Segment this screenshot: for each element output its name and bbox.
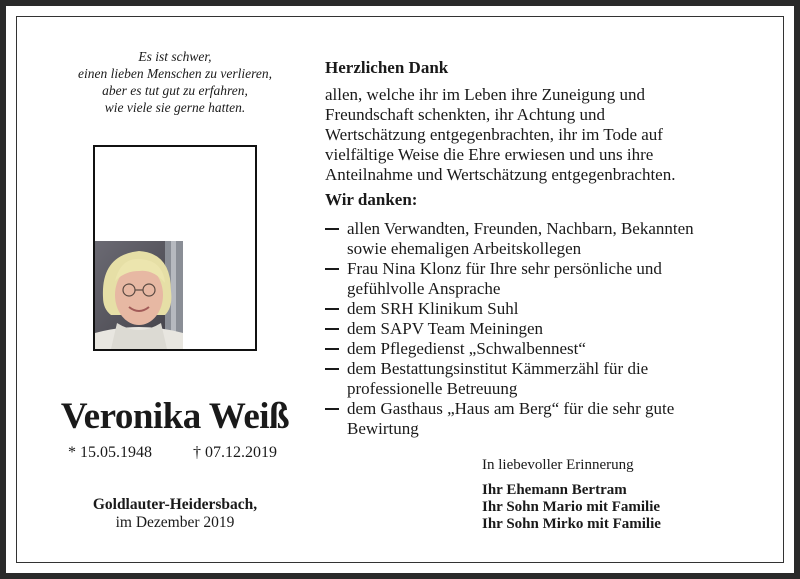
signoff (482, 456, 762, 533)
list-item-line: allen Verwandten, Freunden, Nachbarn, Bekannten (347, 219, 694, 238)
we-thank-heading: Wir danken: (325, 190, 418, 209)
dash-bullet (325, 228, 339, 230)
quote-line: einen lieben Menschen zu verlieren, (77, 66, 273, 81)
quote-line: aber es tut gut zu erfahren, (102, 83, 248, 98)
list-item (325, 339, 765, 359)
list-item-line: dem SAPV Team Meiningen (347, 319, 544, 338)
portrait-photo (95, 241, 183, 349)
list-item-line: dem Bestattungsinstitut Kämmerzähl für die (347, 359, 649, 378)
mourner-name: Ihr Sohn Mario mit Familie (482, 499, 661, 515)
list-item-line: gefühlvolle Ansprache (347, 279, 501, 298)
memorial-quote (40, 48, 310, 116)
dash-bullet (325, 308, 339, 310)
thanks-list (325, 219, 765, 439)
thanks-paragraph (325, 85, 765, 185)
list-item (325, 399, 765, 439)
list-item-line: professionelle Betreuung (347, 379, 518, 398)
dash-bullet (325, 328, 339, 330)
dash-bullet (325, 348, 339, 350)
list-item-line: dem Gasthaus „Haus am Berg“ für die sehr gute (347, 399, 675, 418)
paragraph-line: vielfältige Weise die Ehre erwiesen und uns ihre (325, 145, 654, 164)
list-item (325, 219, 765, 259)
dash-bullet (325, 268, 339, 270)
month-year: im Dezember 2019 (115, 514, 235, 531)
quote-line: Es ist schwer, (138, 49, 212, 64)
paragraph-line: Wertschätzung entgegenbrachten, ihr im Tode auf (325, 125, 663, 144)
life-dates (68, 444, 298, 462)
place-name: Goldlauter-Heidersbach, (92, 496, 258, 513)
dash-bullet (325, 408, 339, 410)
list-item (325, 319, 765, 339)
dash-bullet (325, 368, 339, 370)
mourners-list (482, 482, 762, 533)
deceased-name: Veronika Weiß (60, 396, 290, 437)
thanks-heading: Herzlichen Dank (325, 58, 449, 77)
signoff-intro: In liebevoller Erinnerung (482, 457, 634, 473)
death-date: † 07.12.2019 (193, 444, 277, 461)
paragraph-line: allen, welche ihr im Leben ihre Zuneigung und (325, 85, 646, 104)
photo-frame (93, 145, 257, 351)
birth-date: * 15.05.1948 (68, 444, 152, 461)
list-item-line: sowie ehemaligen Arbeitskollegen (347, 239, 582, 258)
list-item-line: Frau Nina Klonz für Ihre sehr persönliche und (347, 259, 662, 278)
list-item (325, 359, 765, 399)
quote-line: wie viele sie gerne hatten. (104, 100, 246, 115)
mourner-name: Ihr Ehemann Bertram (482, 482, 627, 498)
paragraph-line: Anteilnahme und Wertschätzung entgegenbrachten. (325, 165, 676, 184)
list-item-line: dem Pflegedienst „Schwalbennest“ (347, 339, 586, 358)
list-item (325, 259, 765, 299)
thanks-section (325, 57, 765, 439)
list-item-line: Bewirtung (347, 419, 419, 438)
list-item (325, 299, 765, 319)
paragraph-line: Freundschaft schenkten, ihr Achtung und (325, 105, 605, 124)
mourner-name: Ihr Sohn Mirko mit Familie (482, 516, 661, 532)
place-and-date (60, 496, 290, 532)
list-item-line: dem SRH Klinikum Suhl (347, 299, 519, 318)
